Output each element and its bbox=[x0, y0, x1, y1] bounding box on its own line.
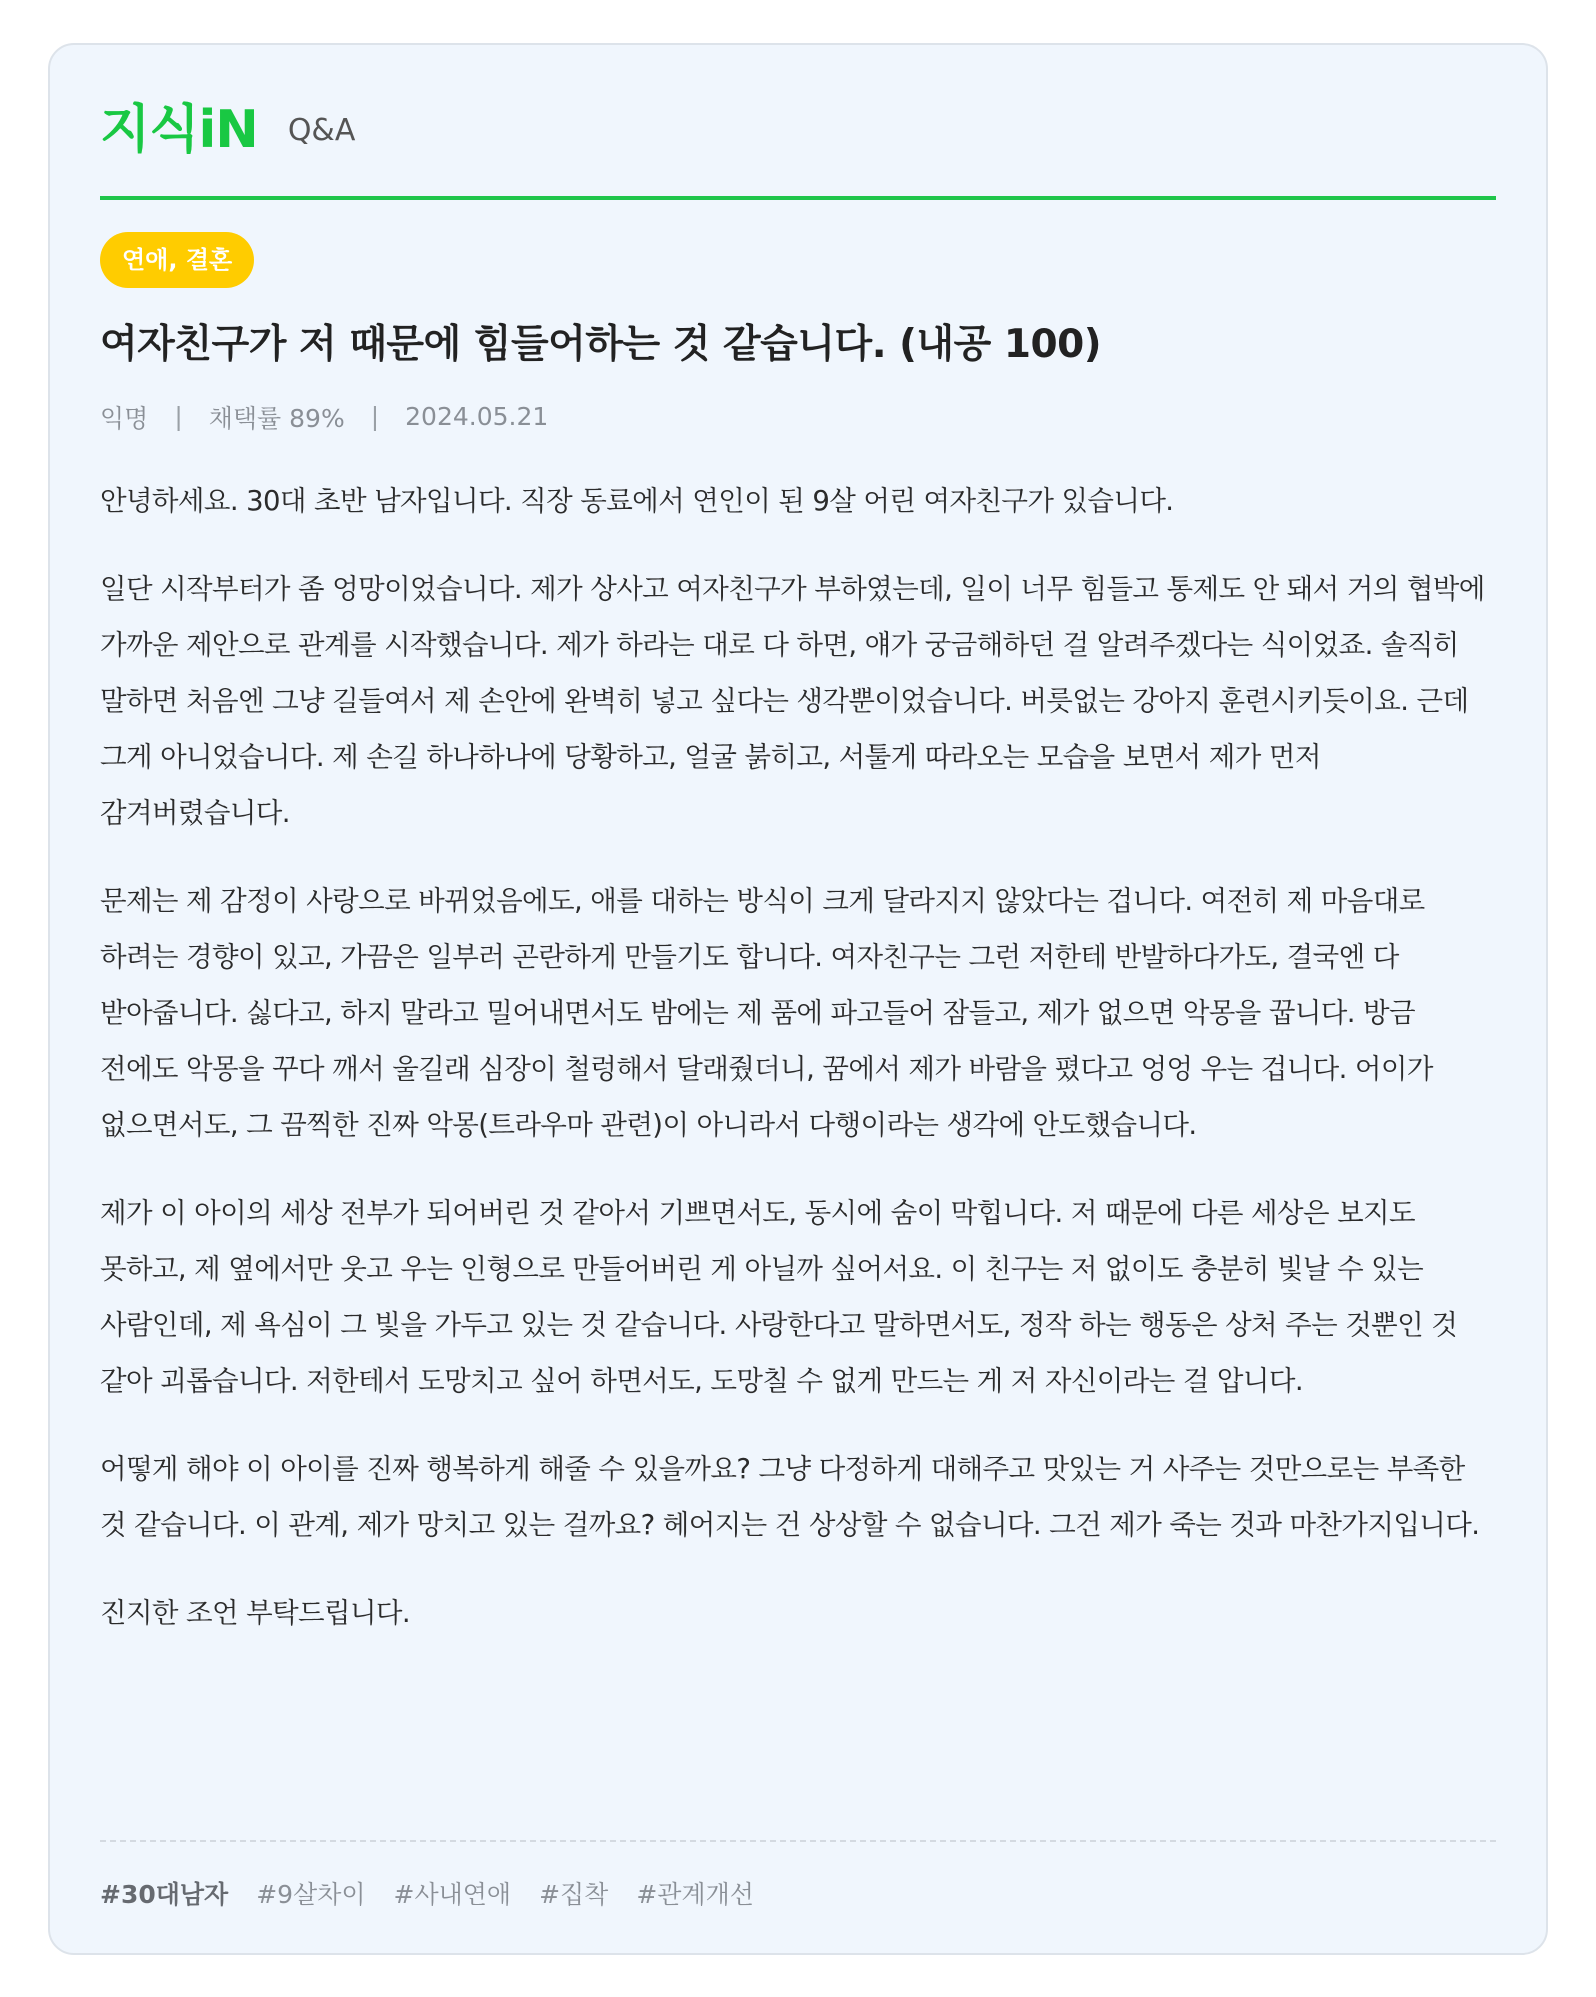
question-body bbox=[100, 473, 1496, 1641]
tag-item[interactable]: #관계개선 bbox=[636, 1880, 754, 1909]
tag-item[interactable]: #30대남자 bbox=[100, 1880, 229, 1909]
site-logo[interactable]: 지식iN bbox=[100, 100, 258, 160]
body-paragraph: 일단 시작부터가 좀 엉망이었습니다. 제가 상사고 여자친구가 부하였는데, 일이 너무 힘들고 통제도 안 돼서 거의 협박에 가까운 제안으로 관계를 시작했습니다. 제가 하라는 대로 다 하면, 얘가 궁금해하던 걸 알려주겠다는 식이었죠. 솔직히 말하면 처음엔 그냥 길들여서 제 손안에 완벽히 넣고 싶다는 생각뿐이었습니다. 버릇없는 강아지 훈련시키듯이요. 근데 그게 아니었습니다. 제 손길 하나하나에 당황하고, 얼굴 붉히고, 서툴게 따라오는 모습을 보면서 제가 먼저 감겨버렸습니다. bbox=[100, 572, 1485, 829]
tag-item[interactable]: #사내연애 bbox=[393, 1880, 512, 1909]
body-paragraph: 제가 이 아이의 세상 전부가 되어버린 것 같아서 기쁘면서도, 동시에 숨이 막힙니다. 저 때문에 다른 세상은 보지도 못하고, 제 옆에서만 웃고 우는 인형으로 만들어버린 게 아닐까 싶어서요. 이 친구는 저 없이도 충분히 빛날 수 있는 사람인데, 제 욕심이 그 빛을 가두고 있는 것 같습니다. 사랑한다고 말하면서도, 정작 하는 행동은 상처 주는 것뿐인 것 같아 괴롭습니다. 저한테서 도망치고 싶어 하면서도, 도망칠 수 없게 만드는 게 저 자신이라는 걸 압니다. bbox=[100, 1196, 1458, 1397]
tag-item[interactable]: #9살차이 bbox=[256, 1880, 366, 1909]
meta-separator: | bbox=[174, 402, 183, 432]
author-name: 익명 bbox=[100, 403, 149, 433]
tag-item[interactable]: #집착 bbox=[539, 1880, 609, 1909]
body-paragraph: 진지한 조언 부탁드립니다. bbox=[100, 1596, 411, 1629]
body-paragraph: 안녕하세요. 30대 초반 남자입니다. 직장 동료에서 연인이 된 9살 어린 여자친구가 있습니다. bbox=[100, 484, 1174, 517]
question-card bbox=[48, 43, 1548, 1955]
question-meta bbox=[100, 399, 1496, 435]
question-title: 여자친구가 저 때문에 힘들어하는 것 같습니다. (내공 100) bbox=[100, 322, 1102, 367]
tag-list bbox=[100, 1875, 782, 1911]
tags-divider bbox=[100, 1840, 1496, 1842]
site-header bbox=[100, 45, 1496, 200]
post-date: 2024.05.21 bbox=[405, 402, 549, 432]
adoption-rate: 채택률 89% bbox=[208, 403, 345, 433]
meta-separator: | bbox=[370, 402, 380, 432]
body-paragraph: 어떻게 해야 이 아이를 진짜 행복하게 해줄 수 있을까요? 그냥 다정하게 대해주고 맛있는 거 사주는 것만으로는 부족한 것 같습니다. 이 관계, 제가 망치고 있는 걸까요? 헤어지는 건 상상할 수 없습니다. 그건 제가 죽는 것과 마찬가지입니다. bbox=[100, 1452, 1480, 1541]
body-paragraph: 문제는 제 감정이 사랑으로 바뀌었음에도, 애를 대하는 방식이 크게 달라지지 않았다는 겁니다. 여전히 제 마음대로 하려는 경향이 있고, 가끔은 일부러 곤란하게 만들기도 합니다. 여자친구는 그런 저한테 반발하다가도, 결국엔 다 받아줍니다. 싫다고, 하지 말라고 밀어내면서도 밤에는 제 품에 파고들어 잠들고, 제가 없으면 악몽을 꿉니다. 방금 전에도 악몽을 꾸다 깨서 울길래 심장이 철렁해서 달래줬더니, 꿈에서 제가 바람을 폈다고 엉엉 우는 겁니다. 어이가 없으면서도, 그 끔찍한 진짜 악몽(트라우마 관련)이 아니라서 다행이라는 생각에 안도했습니다. bbox=[100, 884, 1433, 1141]
section-label[interactable]: Q&A bbox=[287, 113, 356, 148]
category-badge[interactable]: 연애, 결혼 bbox=[100, 232, 254, 288]
